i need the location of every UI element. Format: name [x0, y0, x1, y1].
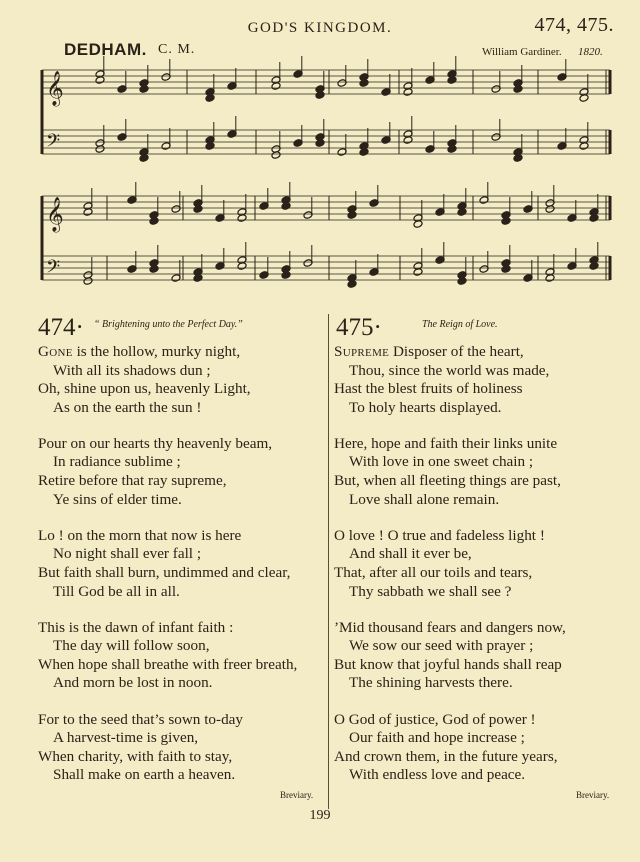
verse-line: When hope shall breathe with freer breath,: [38, 655, 298, 673]
verse-line: Till God be all in all.: [53, 582, 180, 600]
column-divider: [328, 314, 329, 809]
verse-line: [334, 343, 566, 362]
stanza: [38, 711, 297, 785]
running-title: GOD'S KINGDOM.: [247, 20, 393, 36]
verse-line: Pour on our hearts thy heavenly beam,: [38, 434, 273, 452]
verse-line: O God of justice, God of power !: [334, 710, 536, 728]
stanza: [38, 527, 297, 601]
verse-line: [38, 343, 297, 362]
stanza: [38, 435, 297, 509]
page-hymn-numbers: 474, 475.: [534, 14, 614, 36]
verse-line: Thy sabbath we shall see ?: [349, 582, 512, 600]
verse-line: But faith shall burn, undimmed and clear,: [38, 563, 291, 581]
opening-word: Gone: [38, 343, 73, 360]
verse-line: No night shall ever fall ;: [53, 545, 202, 563]
verse-line: ’Mid thousand fears and dangers now,: [334, 618, 566, 636]
verse-line: But know that joyful hands shall reap: [334, 655, 562, 673]
verse-line: Oh, shine upon us, heavenly Light,: [38, 380, 251, 398]
verse-line: As on the earth the sun !: [53, 398, 202, 416]
opening-word: Supreme: [334, 343, 390, 360]
stanza: [334, 435, 566, 509]
treble-clef-icon: 𝄞: [46, 71, 64, 106]
stanza: [38, 619, 297, 693]
verse-line: And morn be lost in noon.: [53, 674, 213, 692]
tune-meter: C. M.: [158, 42, 196, 57]
verse-line: Our faith and hope increase ;: [349, 729, 525, 747]
verse-line: Thou, since the world was made,: [349, 361, 550, 379]
verse-line: And crown them, in the future years,: [334, 747, 558, 765]
verse-line: To holy hearts displayed.: [349, 398, 502, 416]
composition-year: 1820.: [578, 46, 603, 58]
bass-clef-icon: 𝄢: [46, 131, 61, 156]
composer: William Gardiner.: [482, 46, 562, 58]
hymn-474-source: Breviary.: [280, 790, 314, 800]
tune-name: DEDHAM.: [64, 40, 147, 59]
verse-line: Here, hope and faith their links unite: [334, 434, 558, 452]
page-number: 199: [309, 808, 331, 823]
hymn-474-verses: [38, 343, 297, 802]
verse-line: Lo ! on the morn that now is here: [38, 526, 242, 544]
hymn-title-474: “ Brightening unto the Perfect Day.”: [94, 319, 243, 330]
stanza: [334, 343, 566, 417]
verse-line: For to the seed that’s sown to-day: [38, 710, 244, 728]
bass-clef-icon: 𝄢: [46, 257, 61, 282]
verse-line: Retire before that ray supreme,: [38, 472, 227, 490]
hymn-number-474: 474 ·: [38, 315, 84, 340]
music-score: [0, 0, 640, 310]
verse-line: The shining harvests there.: [349, 674, 513, 692]
hymn-475-verses: [334, 343, 566, 802]
stanza: [334, 711, 566, 785]
verse-line: In radiance sublime ;: [53, 453, 181, 471]
stanza: [334, 619, 566, 693]
verse-line: A harvest-time is given,: [53, 729, 199, 747]
verse-line: O love ! O true and fadeless light !: [334, 526, 545, 544]
verse-line: This is the dawn of infant faith :: [38, 618, 234, 636]
verse-line: With love in one sweet chain ;: [349, 453, 534, 471]
line-text: Disposer of the heart,: [389, 343, 524, 360]
verse-line: When charity, with faith to stay,: [38, 747, 233, 765]
hymn-number-475: 475 ·: [336, 315, 382, 340]
verse-line: That, after all our toils and tears,: [334, 563, 533, 581]
hymn-475-source: Breviary.: [576, 790, 610, 800]
verse-line: But, when all fleeting things are past,: [334, 472, 561, 490]
verse-line: The day will follow soon,: [53, 637, 210, 655]
line-text: is the hollow, murky night,: [72, 343, 241, 360]
treble-clef-icon: 𝄞: [46, 197, 64, 232]
stanza: [38, 343, 297, 417]
verse-line: And shall it ever be,: [349, 545, 472, 563]
hymn-title-475: The Reign of Love.: [422, 319, 498, 330]
stanza: [334, 527, 566, 601]
verse-line: We sow our seed with prayer ;: [349, 637, 534, 655]
verse-line: Shall make on earth a heaven.: [53, 766, 236, 784]
verse-line: Hast the blest fruits of holiness: [334, 380, 523, 398]
verse-line: With all its shadows dun ;: [53, 361, 211, 379]
verse-line: Ye sins of elder time.: [53, 490, 182, 508]
verse-line: Love shall alone remain.: [349, 490, 500, 508]
verse-line: With endless love and peace.: [349, 766, 526, 784]
